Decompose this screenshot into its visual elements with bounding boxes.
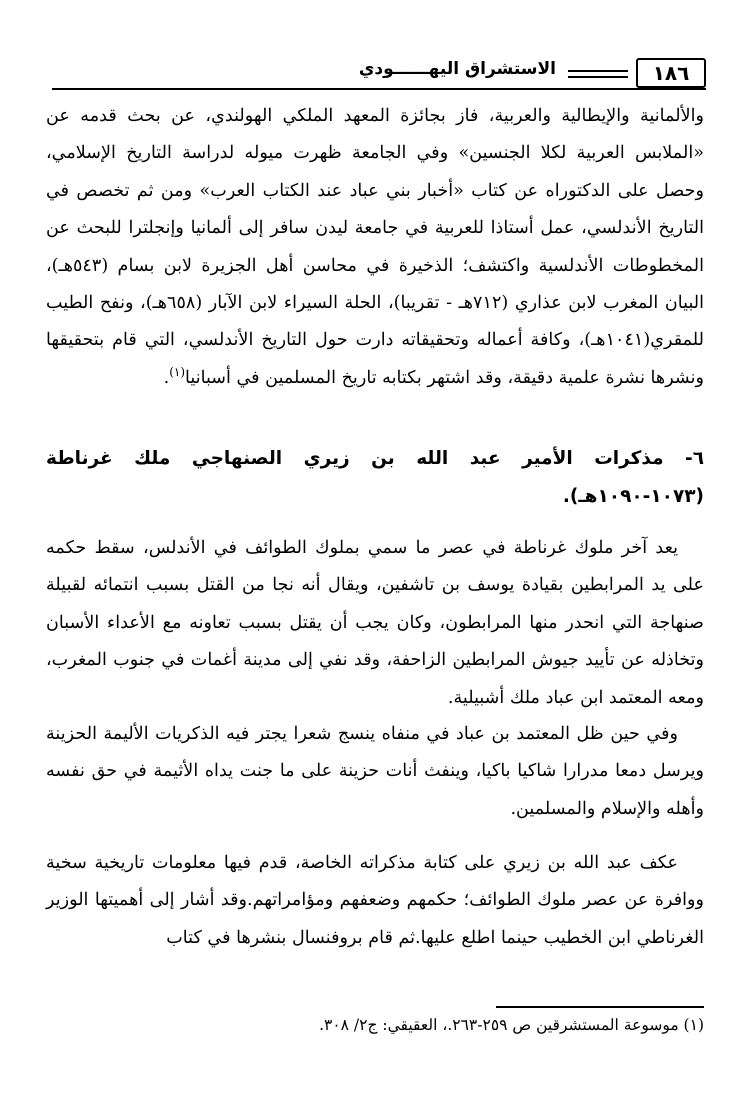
footnote: (١) موسوعة المستشرقين ص ٢٥٩-٢٦٣.، العقيقي: ج٢/ ٣٠٨. bbox=[319, 1016, 704, 1034]
header-ornament-line bbox=[568, 70, 628, 72]
paragraph: عكف عبد الله بن زيري على كتابة مذكراته الخاصة، قدم فيها معلومات تاريخية سخية ووافرة عن عصر ملوك الطوائف؛ حكمهم وضعفهم ومؤامراتهم.وقد أشار إلى أهميتها الوزير الغرناطي ابن الخطيب حينما اطلع عليها.ثم قام بروفنسال بنشرها في كتاب bbox=[46, 853, 704, 948]
paragraph-end: . bbox=[163, 367, 170, 388]
section-heading: ٦- مذكرات الأمير عبد الله بن زيري الصنهاجي ملك غرناطة (١٠٧٣-١٠٩٠هـ). bbox=[46, 448, 704, 507]
page-number: ١٨٦ bbox=[636, 58, 706, 88]
footnote-separator bbox=[496, 1006, 704, 1008]
footnote-reference: (١) bbox=[169, 364, 186, 379]
paragraph: يعد آخر ملوك غرناطة في عصر ما سمي بملوك الطوائف في الأندلس، سقط حكمه على يد المرابطين بقيادة يوسف بن تاشفين، ويقال أنه نجا من القتل بسبب انتمائه لقبيلة صنهاجة التي انحدر منها المرابطون، وكان يجب أن يقتل بسبب تعاونه مع الأعداء الأسبان وتخاذله عن تأييد جيوش المرابطين الزاحفة، وقد نفي إلى مدينة أغمات في جنوب المغرب، ومعه المعتمد ابن عباد ملك أشبيلية. bbox=[46, 538, 704, 708]
running-header bbox=[52, 58, 706, 90]
running-title: الاستشراق اليهــــــودي bbox=[358, 59, 556, 79]
paragraph bbox=[46, 98, 704, 397]
paragraph: وفي حين ظل المعتمد بن عباد في منفاه ينسج شعرا يجتر فيه الذكريات الأليمة الحزينة ويرسل دمعا مدرارا شاكيا باكيا، وينفث أنات حزينة على ما جنت يداه الأثيمة في حق نفسه وأهله والإسلام والمسلمين. bbox=[46, 724, 704, 819]
header-rule bbox=[52, 88, 706, 90]
header-ornament-line bbox=[568, 76, 628, 78]
paragraph-text: والألمانية والإيطالية والعربية، فاز بجائزة المعهد الملكي الهولندي، عن بحث قدمه عن «الملابس العربية لكلا الجنسين» وفي الجامعة ظهرت ميوله لدراسة التاريخ الإسلامي، وحصل على الدكتوراه عن كتاب «أخبار بني عباد عند الكتاب العرب» ومن ثم تخصص في التاريخ الأندلسي، عمل أستاذا للعربية في جامعة ليدن سافر إلى ألمانيا وإنجلترا للبحث عن المخطوطات الأندلسية واكتشف؛ الذخيرة في محاسن أهل الجزيرة لابن بسام (٥٤٣هـ)، البيان المغرب لابن عذاري (٧١٢هـ - تقريبا)، الحلة السيراء لابن الآبار (٦٥٨هـ)، ونفح الطيب للمقري(١٠٤١هـ)، وكافة أعماله وتحقيقاته دارت حول التاريخ الأندلسي، التي قام بتحقيقها ونشرها نشرة علمية دقيقة، وقد اشتهر بكتابه تاريخ المسلمين في أسبانيا bbox=[46, 106, 704, 388]
